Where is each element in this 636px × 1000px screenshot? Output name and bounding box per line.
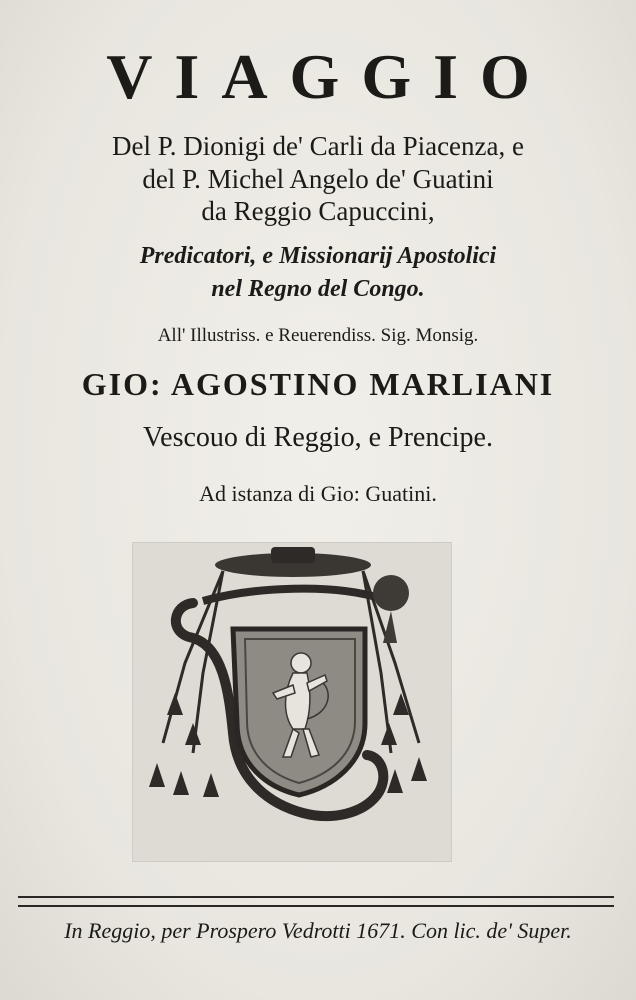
dedication-line: All' Illustriss. e Reuerendiss. Sig. Monsig.	[157, 325, 479, 346]
role-line-2: nel Regno del Congo.	[211, 276, 425, 302]
divider-bottom	[18, 905, 614, 907]
book-title: VIAGGIO	[106, 41, 552, 112]
author-line-2: del P. Michel Angelo de' Guatini	[142, 164, 494, 194]
coat-of-arms-engraving	[132, 542, 452, 862]
divider-top	[18, 896, 614, 898]
publication-instance: Ad istanza di Gio: Guatini.	[199, 481, 437, 506]
dedicatee-name: GIO: AGOSTINO MARLIANI	[81, 366, 555, 402]
role-line-1: Predicatori, e Missionarij Apostolici	[139, 243, 497, 269]
coat-of-arms-icon	[133, 543, 451, 861]
dedicatee-title: Vescouo di Reggio, e Prencipe.	[143, 422, 493, 453]
author-line-1: Del P. Dionigi de' Carli da Piacenza, e	[111, 131, 524, 161]
author-line-3: da Reggio Capuccini,	[201, 196, 435, 226]
imprint-line: In Reggio, per Prospero Vedrotti 1671. Con lic. de' Super.	[64, 918, 572, 943]
